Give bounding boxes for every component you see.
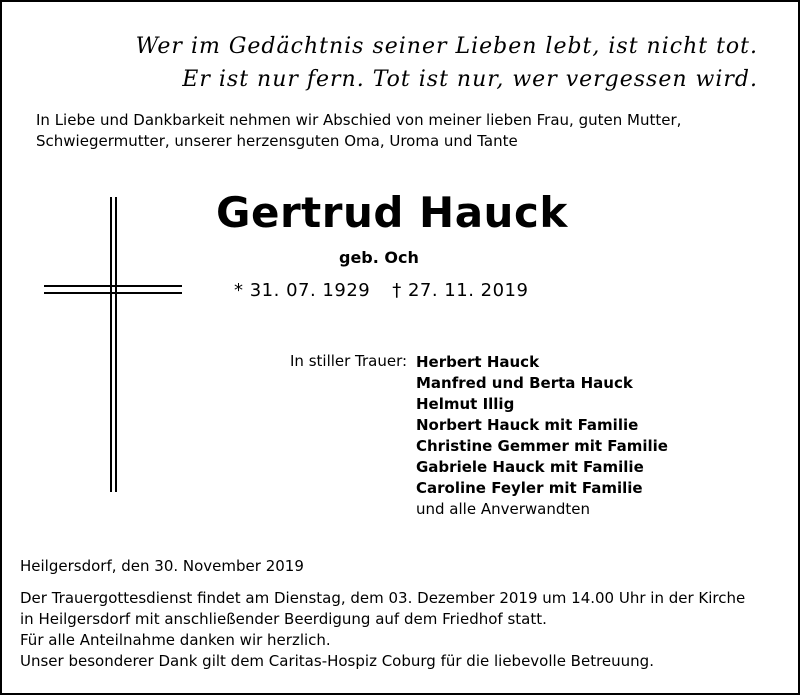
life-dates	[234, 280, 528, 301]
mourner: Gabriele Hauck mit Familie	[416, 458, 644, 476]
motto-quote	[136, 30, 758, 96]
mourning-label: In stiller Trauer:	[290, 352, 408, 370]
notice-line-4: Unser besonderer Dank gilt dem Caritas-Hospiz Coburg für die liebevolle Betreuung.	[20, 652, 654, 670]
maiden-name: geb. Och	[339, 248, 419, 267]
intro-text	[36, 110, 756, 152]
mourners-list	[416, 352, 668, 520]
mourner: Manfred und Berta Hauck	[416, 374, 633, 392]
intro-line-2: Schwiegermutter, unserer herzensguten Oma, Uroma und Tante	[36, 132, 518, 150]
intro-line-1: In Liebe und Dankbarkeit nehmen wir Abschied von meiner lieben Frau, guten Mutter,	[36, 111, 682, 129]
mourner: Norbert Hauck mit Familie	[416, 416, 639, 434]
mourner: Helmut Illig	[416, 395, 515, 413]
notice-line-2: in Heilgersdorf mit anschließender Beerdigung auf dem Friedhof statt.	[20, 610, 547, 628]
mourner: Herbert Hauck	[416, 353, 540, 371]
mourners-closing: und alle Anverwandten	[416, 500, 590, 518]
mourner: Christine Gemmer mit Familie	[416, 437, 668, 455]
notice-line-1: Der Trauergottesdienst findet am Dienstag, dem 03. Dezember 2019 um 14.00 Uhr in der Kirche	[20, 589, 746, 607]
deceased-name: Gertrud Hauck	[216, 188, 568, 237]
motto-line-1: Wer im Gedächtnis seiner Lieben lebt, ist nicht tot.	[135, 34, 758, 59]
birth-date: * 31. 07. 1929	[234, 280, 371, 301]
funeral-notice	[20, 588, 780, 672]
mourner: Caroline Feyler mit Familie	[416, 479, 643, 497]
motto-line-2: Er ist nur fern. Tot ist nur, wer vergessen wird.	[182, 67, 758, 92]
notice-line-3: Für alle Anteilnahme danken wir herzlich.	[20, 631, 331, 649]
cross-icon	[44, 197, 184, 497]
death-date: † 27. 11. 2019	[392, 280, 529, 301]
place-date: Heilgersdorf, den 30. November 2019	[20, 557, 304, 575]
